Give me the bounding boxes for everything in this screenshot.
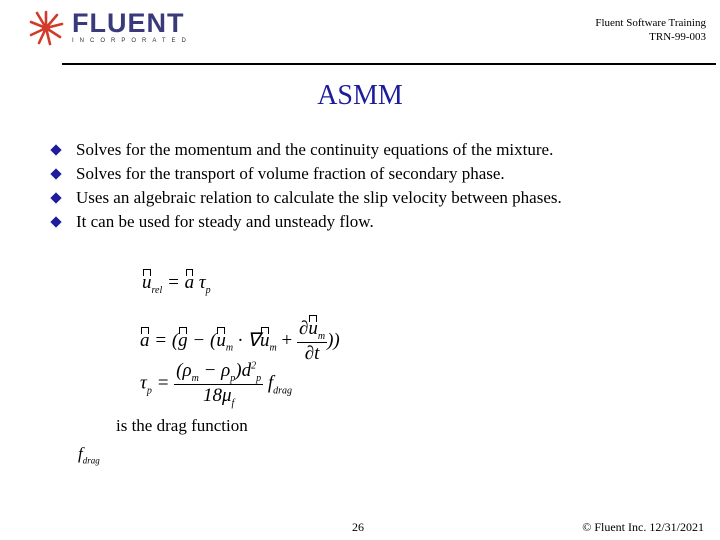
page-number: 26 [352, 520, 364, 534]
equation-acceleration: $a = (g - (u_m \cdot \nabla u_m$ + $\frac{\partial u_m}{\partial t}$ )) [140, 318, 340, 364]
diamond-bullet-icon [50, 216, 61, 227]
logo-wordmark: FLUENT [72, 8, 185, 38]
header-info [595, 16, 706, 44]
bullet-text: Solves for the transport of volume fraction of secondary phase. [76, 164, 505, 183]
header-divider [62, 63, 716, 65]
bullet-list [48, 138, 562, 234]
equation-slip-velocity: $u_{rel} = a$ $\tau_p$ [142, 272, 211, 296]
copyright-notice: © Fluent Inc. 12/31/2021 [582, 520, 704, 534]
diamond-bullet-icon [50, 168, 61, 179]
diamond-bullet-icon [50, 192, 61, 203]
bullet-text: It can be used for steady and unsteady flow. [76, 212, 374, 231]
bullet-item [48, 210, 562, 234]
header-line-1: Fluent Software Training [595, 17, 706, 29]
sunburst-logo-icon [28, 10, 64, 46]
bullet-item [48, 138, 562, 162]
slide-title: ASMM [317, 80, 403, 111]
f-drag-symbol: $f_{drag}$ [78, 444, 100, 466]
drag-function-caption: is the drag function [116, 416, 248, 435]
bullet-text: Uses an algebraic relation to calculate the slip velocity between phases. [76, 188, 562, 207]
bullet-item [48, 186, 562, 210]
diamond-bullet-icon [50, 144, 61, 155]
logo-subtitle: INCORPORATED [72, 38, 192, 44]
bullet-text: Solves for the momentum and the continuity equations of the mixture. [76, 140, 554, 159]
header-line-2: TRN-99-003 [649, 31, 706, 43]
bullet-item [48, 162, 562, 186]
equation-relaxation-time: $\tau_p$ = $\frac{(\rho_m - \rho_p)d^2_p}{18\mu_f}$ $f_{drag}$ [140, 360, 293, 409]
fluent-logo [28, 8, 192, 50]
